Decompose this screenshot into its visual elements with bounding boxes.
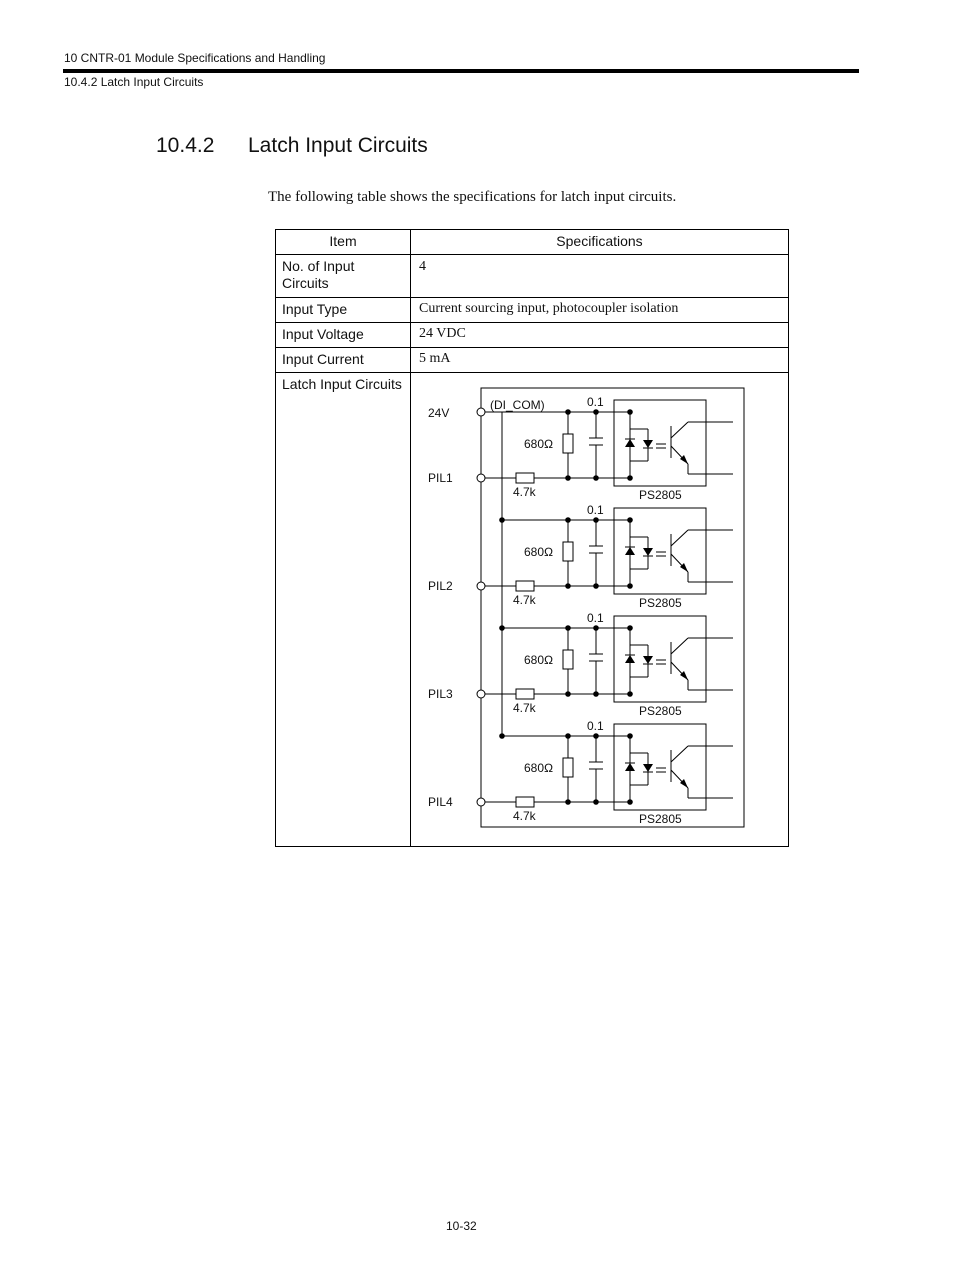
terminal-circle (477, 690, 485, 698)
capacitor-label: 0.1 (587, 719, 604, 733)
capacitor-label: 0.1 (587, 503, 604, 517)
photocoupler-label: PS2805 (639, 488, 682, 502)
shunt-resistor-label: 680Ω (524, 545, 554, 559)
photocoupler-label: PS2805 (639, 812, 682, 826)
series-resistor-label: 4.7k (513, 593, 536, 607)
wire (671, 638, 688, 654)
led-diode (625, 655, 635, 663)
item-text: Input Voltage (282, 326, 364, 342)
shunt-resistor-680 (563, 650, 573, 669)
terminal-circle (477, 474, 485, 482)
series-resistor-4-7k (516, 473, 534, 483)
input-label-pil4: PIL4 (428, 795, 453, 809)
led-diode (625, 439, 635, 447)
series-resistor-4-7k (516, 797, 534, 807)
supply-label-24v: 24V (428, 406, 450, 420)
shunt-resistor-label: 680Ω (524, 437, 554, 451)
input-label-pil3: PIL3 (428, 687, 453, 701)
running-header-chapter: 10 CNTR-01 Module Specifications and Handling (64, 51, 326, 65)
junction-dot (499, 517, 505, 523)
common-label-di-com: (DI_COM) (490, 398, 545, 412)
terminal-circle (477, 582, 485, 590)
spec-value: 24 VDC (419, 326, 466, 341)
led-diode (625, 547, 635, 555)
section-number: 10.4.2 (156, 134, 215, 157)
item-text: No. of Input (282, 258, 355, 274)
input-label-pil2: PIL2 (428, 579, 453, 593)
junction-dot (499, 625, 505, 631)
shunt-resistor-680 (563, 758, 573, 777)
series-resistor-label: 4.7k (513, 701, 536, 715)
series-resistor-4-7k (516, 581, 534, 591)
spec-value: 5 mA (419, 351, 451, 366)
led-diode (643, 764, 653, 772)
item-text: Circuits (282, 275, 329, 291)
item-text: Input Current (282, 351, 364, 367)
series-resistor-4-7k (516, 689, 534, 699)
terminal-circle (477, 798, 485, 806)
capacitor-label: 0.1 (587, 611, 604, 625)
wire (671, 746, 688, 762)
shunt-resistor-680 (563, 542, 573, 561)
page-number: 10-32 (446, 1219, 477, 1233)
input-label-pil1: PIL1 (428, 471, 453, 485)
running-header-section: 10.4.2 Latch Input Circuits (64, 75, 204, 89)
item-text: Input Type (282, 301, 348, 317)
led-diode (643, 656, 653, 664)
photocoupler-label: PS2805 (639, 704, 682, 718)
shunt-resistor-label: 680Ω (524, 761, 554, 775)
section-heading: Latch Input Circuits (248, 134, 428, 157)
module-boundary (481, 388, 744, 827)
spec-value: 4 (419, 259, 426, 274)
wire (671, 422, 688, 438)
led-diode (643, 548, 653, 556)
led-diode (625, 763, 635, 771)
photocoupler-label: PS2805 (639, 596, 682, 610)
shunt-resistor-680 (563, 434, 573, 453)
intro-paragraph: The following table shows the specifications for latch input circuits. (268, 189, 677, 205)
column-header-item: Item (329, 233, 357, 249)
capacitor-label: 0.1 (587, 395, 604, 409)
column-header-specifications: Specifications (556, 233, 643, 249)
item-text: Latch Input Circuits (282, 376, 402, 392)
shunt-resistor-label: 680Ω (524, 653, 554, 667)
junction-dot (499, 733, 505, 739)
series-resistor-label: 4.7k (513, 485, 536, 499)
series-resistor-label: 4.7k (513, 809, 536, 823)
spec-value: Current sourcing input, photocoupler isolation (419, 301, 679, 316)
led-diode (643, 440, 653, 448)
wire (671, 530, 688, 546)
terminal-circle (477, 408, 485, 416)
